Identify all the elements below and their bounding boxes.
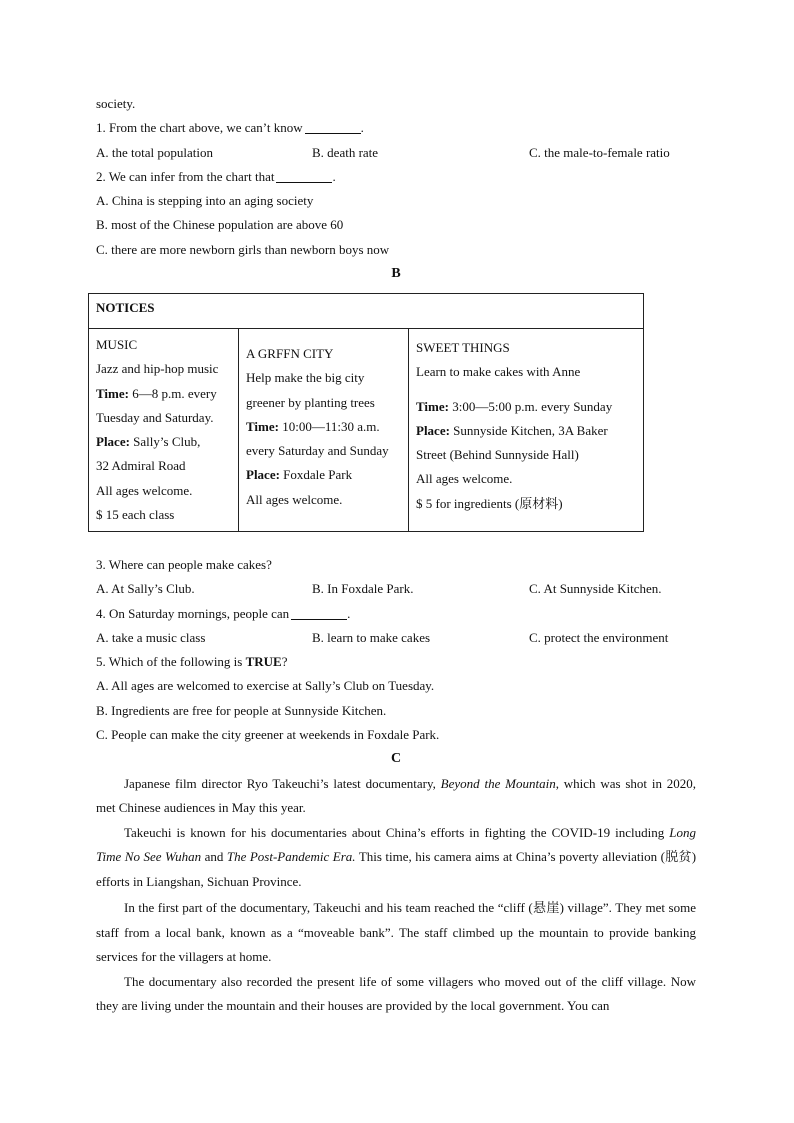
option-c: C. there are more newborn girls than newborn boys now [96,241,390,257]
option-b: B. most of the Chinese population are above 60 [96,217,344,233]
sweet-title: SWEET THINGS [416,340,510,355]
option-c: C. the male-to-female ratio [529,144,670,160]
notices-table [88,293,644,532]
city-place: Place: Foxdale Park [246,467,353,483]
question-4: 4. On Saturday mornings, people can . [96,605,351,621]
option-b: B. Ingredients are free for people at Sunnyside Kitchen. [96,702,387,718]
music-desc: Jazz and hip-hop music [96,361,219,377]
music-place: Place: Sally’s Club, [96,434,201,450]
question-2-stem: 2. We can infer from the chart that [96,168,275,184]
option-a: A. China is stepping into an aging society [96,193,314,209]
notices-title: NOTICES [89,294,644,329]
sweet-price: $ 5 for ingredients (原材料) [416,495,563,511]
option-a: A. At Sally’s Club. [96,581,195,597]
sweet-place: Place: Sunnyside Kitchen, 3A Baker [416,422,608,438]
option-a: A. All ages are welcomed to exercise at Sally’s Club on Tuesday. [96,678,435,694]
option-a: A. the total population [96,144,213,160]
green-city-notice [239,329,409,532]
question-4-stem: 4. On Saturday mornings, people can [96,605,290,621]
option-b: B. death rate [312,144,379,160]
question-4-options [96,626,696,650]
section-c-heading: C [390,751,402,767]
passage-paragraph-2: Takeuchi is known for his documentaries about China’s efforts in fighting the COVID-19 including Long Time No See Wuhan and The Post-Pandemic Era. This time, his camera aims at China’s poverty alleviation (脱贫) efforts in Liangshan, Sichuan Province. [96,824,697,889]
city-time: Time: 10:00—11:30 a.m. [246,418,380,434]
section-b-heading: B [391,266,401,282]
music-time-days: Tuesday and Saturday. [96,409,214,425]
option-c: C. At Sunnyside Kitchen. [529,581,662,597]
city-ages: All ages welcome. [246,491,343,507]
music-title: MUSIC [96,337,138,352]
question-1-options [96,141,696,165]
question-3-stem: 3. Where can people make cakes? [96,557,272,572]
answer-blank [276,168,332,183]
question-5-stem: 5. Which of the following is TRUE? [96,654,288,670]
sweet-time: Time: 3:00—5:00 p.m. every Sunday [416,398,613,414]
sweet-things-notice [409,329,644,532]
music-ages: All ages welcome. [96,482,193,498]
music-address: 32 Admiral Road [96,458,186,474]
music-notice [89,329,239,532]
sweet-desc: Learn to make cakes with Anne [416,364,581,380]
city-title: A GRFFN CITY [246,346,334,361]
city-desc-2: greener by planting trees [246,394,375,410]
music-price: $ 15 each class [96,507,175,523]
answer-blank [305,119,361,134]
question-1: 1. From the chart above, we can’t know . [96,120,364,136]
option-a: A. take a music class [96,629,206,645]
question-3-options [96,577,696,601]
worksheet-page [96,92,696,286]
city-time-days: every Saturday and Sunday [246,443,389,459]
question-1-stem: 1. From the chart above, we can’t know [96,120,303,136]
question-2: 2. We can infer from the chart that . [96,168,336,184]
answer-blank [291,605,347,620]
option-b: B. In Foxdale Park. [312,581,414,597]
option-b: B. learn to make cakes [312,629,431,645]
passage-paragraph-1: Japanese film director Ryo Takeuchi’s latest documentary, Beyond the Mountain, which was shot in 2020, met Chinese audiences in May this year. [96,775,696,816]
option-c: C. People can make the city greener at weekends in Foxdale Park. [96,727,440,743]
sweet-ages: All ages welcome. [416,471,513,487]
option-c: C. protect the environment [529,629,669,645]
music-time: Time: 6—8 p.m. every [96,385,217,401]
passage-paragraph-3: In the first part of the documentary, Takeuchi and his team reached the “cliff (悬崖) village”. They met some staff from a local bank, known as a “moveable bank”. The staff climbed up the mountain to provide banking services for the villagers at home. [96,900,696,965]
passage-paragraph-4: The documentary also recorded the present life of some villagers who moved out of the cliff village. Now they are living under the mountain and their houses are provided by the local government. You can [96,973,696,1014]
city-desc-1: Help make the big city [246,370,365,386]
questions-3-5 [96,553,696,1019]
intro-tail: society. [96,96,136,111]
sweet-address: Street (Behind Sunnyside Hall) [416,447,579,463]
